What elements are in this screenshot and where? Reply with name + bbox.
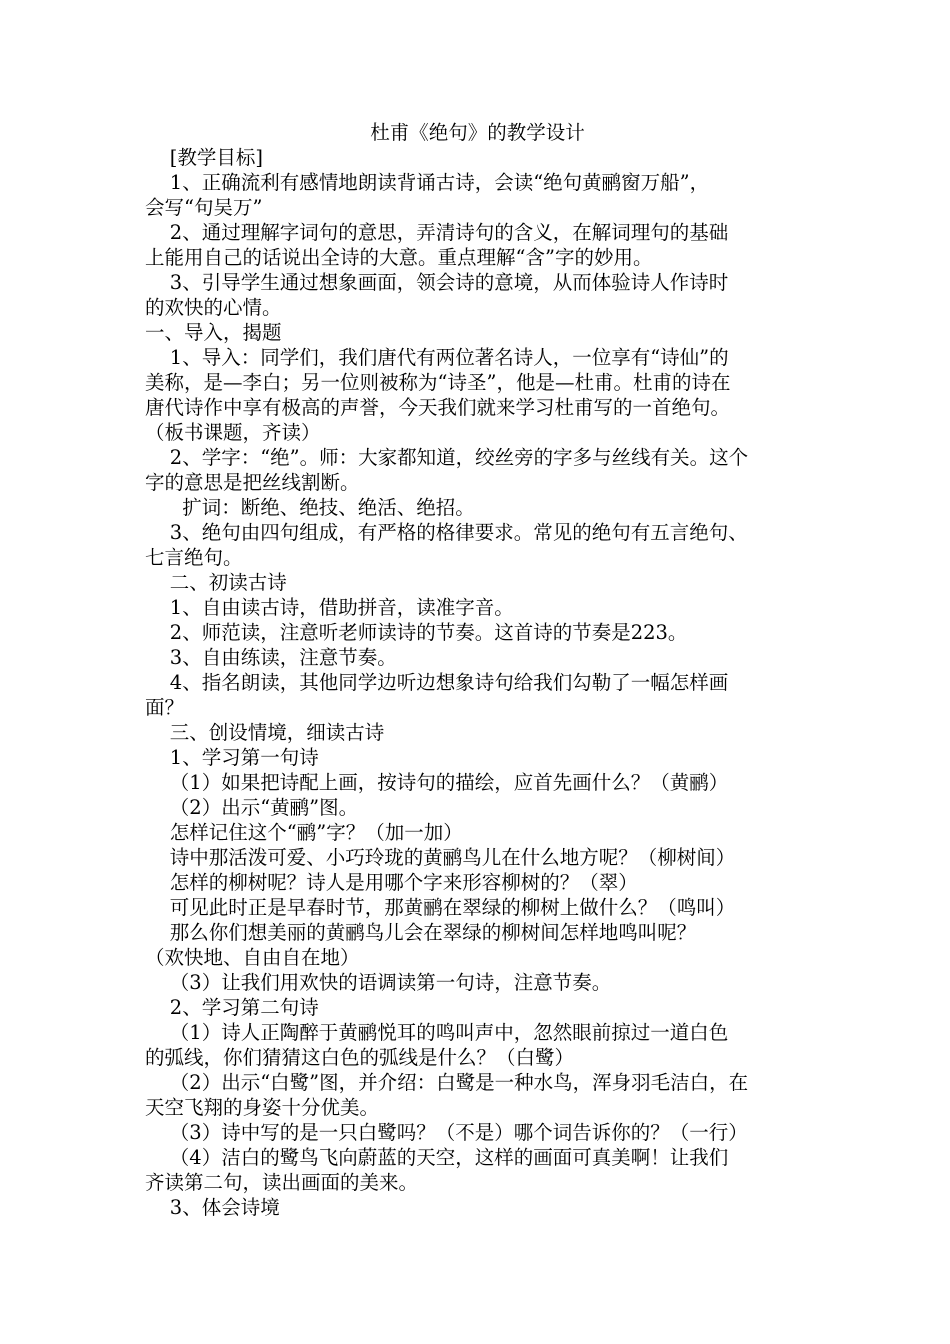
- text-line: 面？: [145, 696, 185, 719]
- text-line: （3）诗中写的是一只白鹭吗？（不是）哪个词告诉你的？（一行）: [145, 1121, 748, 1144]
- text-line: 3、绝句由四句组成，有严格的格律要求。常见的绝句有五言绝句、: [145, 521, 748, 544]
- text-line: （板书课题，齐读）: [145, 421, 321, 444]
- text-line: 那么你们想美丽的黄鹂鸟儿会在翠绿的柳树间怎样地鸣叫呢？: [145, 921, 697, 944]
- text-line: 天空飞翔的身姿十分优美。: [145, 1096, 380, 1119]
- text-line: 1、学习第一句诗: [145, 746, 319, 769]
- text-line: 1、正确流利有感情地朗读背诵古诗，会读“绝句黄鹂窗万船”，: [145, 171, 710, 194]
- text-line: 2、通过理解字词句的意思，弄清诗句的含义，在解词理句的基础: [145, 221, 729, 244]
- text-line: （1）如果把诗配上画，按诗句的描绘，应首先画什么？（黄鹂）: [145, 771, 729, 794]
- text-line: 怎样的柳树呢？诗人是用哪个字来形容柳树的？（翠）: [145, 871, 638, 894]
- text-line: 1、导入：同学们，我们唐代有两位著名诗人，一位享有“诗仙”的: [145, 346, 729, 369]
- text-line: 可见此时正是早春时节，那黄鹂在翠绿的柳树上做什么？（鸣叫）: [145, 896, 736, 919]
- text-line: 1、自由读古诗，借助拼音，读准字音。: [145, 596, 514, 619]
- text-line: （欢快地、自由自在地）: [145, 946, 360, 969]
- document-body: [145, 120, 810, 1220]
- text-line: 会写“句吴万”: [145, 196, 263, 219]
- text-line: 上能用自己的话说出全诗的大意。重点理解“含”字的妙用。: [145, 246, 653, 269]
- text-line: [教学目标]: [145, 146, 264, 169]
- text-line: （4）洁白的鹭鸟飞向蔚蓝的天空，这样的画面可真美啊！让我们: [145, 1146, 729, 1169]
- text-line: 扩词：断绝、绝技、绝活、绝招。: [145, 496, 475, 519]
- text-line: 3、自由练读，注意节奏。: [145, 646, 397, 669]
- text-line: 七言绝句。: [145, 546, 243, 569]
- text-line: （1）诗人正陶醉于黄鹂悦耳的鸣叫声中，忽然眼前掠过一道白色: [145, 1021, 729, 1044]
- text-line: （3）让我们用欢快的语调读第一句诗，注意节奏。: [145, 971, 612, 994]
- text-line: 三、创设情境，细读古诗: [145, 721, 385, 744]
- text-line: 唐代诗作中享有极高的声誉，今天我们就来学习杜甫写的一首绝句。: [145, 396, 731, 419]
- document-title: 杜甫《绝句》的教学设计: [370, 121, 585, 144]
- text-line: （2）出示“黄鹂”图。: [145, 796, 359, 819]
- text-line: 4、指名朗读，其他同学边听边想象诗句给我们勾勒了一幅怎样画: [145, 671, 729, 694]
- text-line: 3、体会诗境: [145, 1196, 280, 1219]
- text-line: 怎样记住这个“鹂”字？（加一加）: [145, 821, 463, 844]
- text-line: 一、导入，揭题: [145, 321, 282, 344]
- text-line: （2）出示“白鹭”图，并介绍：白鹭是一种水鸟，浑身羽毛洁白，在: [145, 1071, 749, 1094]
- text-line: 2、学字：“绝”。师：大家都知道，绞丝旁的字多与丝线有关。这个: [145, 446, 749, 469]
- text-line: 的弧线，你们猜猜这白色的弧线是什么？（白鹭）: [145, 1046, 575, 1069]
- text-line: 的欢快的心情。: [145, 296, 282, 319]
- text-line: 3、引导学生通过想象画面，领会诗的意境，从而体验诗人作诗时: [145, 271, 729, 294]
- text-line: 二、初读古诗: [145, 571, 287, 594]
- text-line: 2、学习第二句诗: [145, 996, 319, 1019]
- text-line: 2、师范读，注意听老师读诗的节奏。这首诗的节奏是223。: [145, 621, 688, 644]
- text-line: 诗中那活泼可爱、小巧玲珑的黄鹂鸟儿在什么地方呢？（柳树间）: [145, 846, 736, 869]
- text-line: 齐读第二句，读出画面的美来。: [145, 1171, 419, 1194]
- text-line: 字的意思是把丝线割断。: [145, 471, 360, 494]
- text-line: 美称，是—李白；另一位则被称为“诗圣”，他是—杜甫。杜甫的诗在: [145, 371, 731, 394]
